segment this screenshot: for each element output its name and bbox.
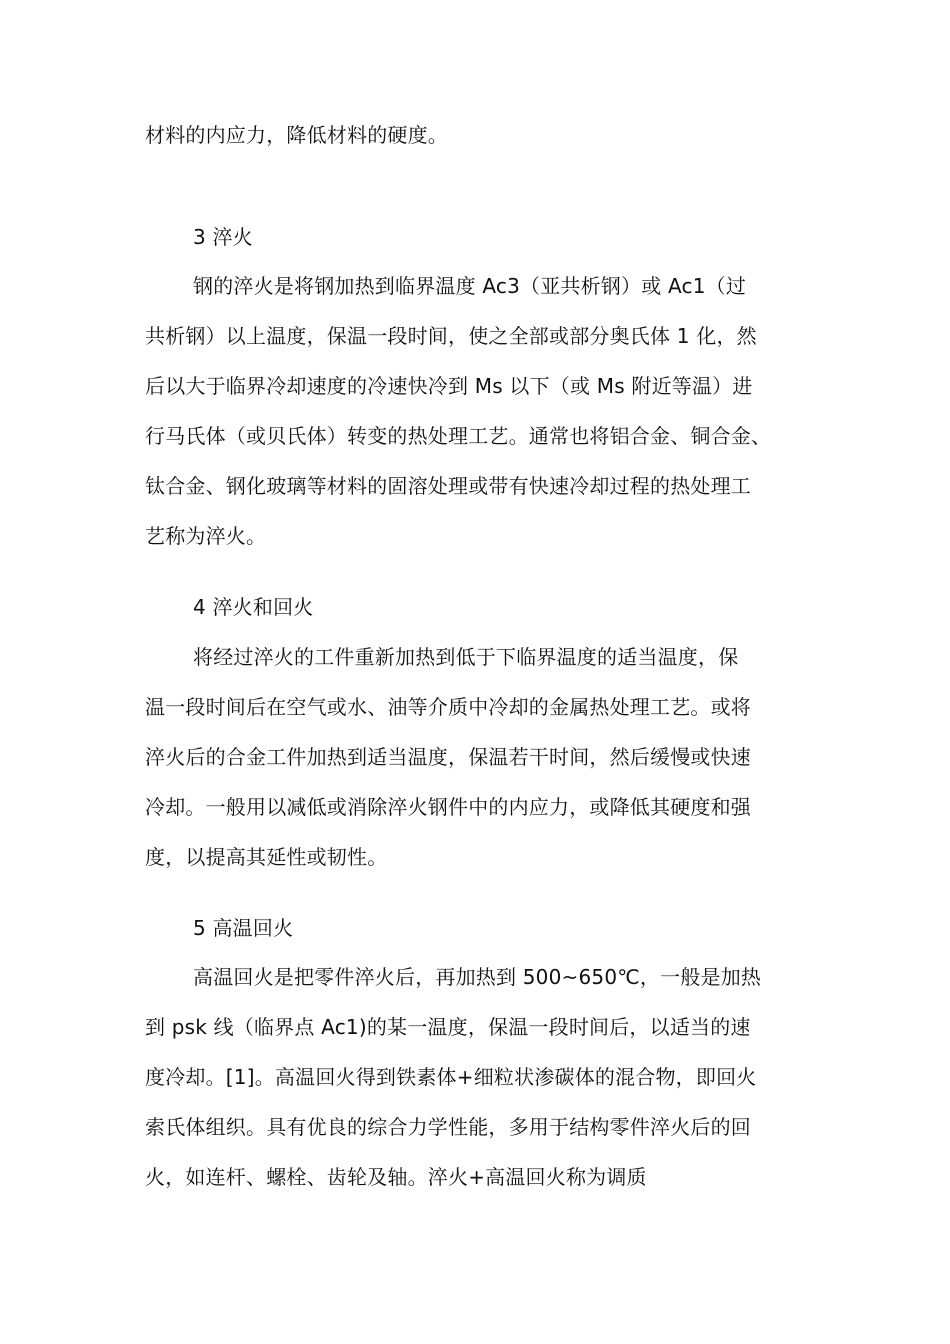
section-4-line-1: 将经过淬火的工件重新加热到低于下临界温度的适当温度，保	[193, 645, 739, 669]
section-5-line-2: 到 psk 线（临界点 Ac1)的某一温度，保温一段时间后，以适当的速	[145, 1015, 751, 1039]
section-3-line-6: 艺称为淬火。	[145, 524, 267, 548]
section-4-line-2: 温一段时间后在空气或水、油等介质中冷却的金属热处理工艺。或将	[145, 695, 751, 719]
section-5-line-1: 高温回火是把零件淬火后，再加热到 500~650℃，一般是加热	[193, 965, 762, 989]
intro-tail-text: 材料的内应力，降低材料的硬度。	[145, 123, 448, 147]
section-3-line-3: 后以大于临界冷却速度的冷速快冷到 Ms 以下（或 Ms 附近等温）进	[145, 374, 753, 398]
section-4-line-3: 淬火后的合金工件加热到适当温度，保温若干时间，然后缓慢或快速	[145, 745, 751, 769]
section-5-line-4: 索氏体组织。具有优良的综合力学性能，多用于结构零件淬火后的回	[145, 1115, 751, 1139]
section-5-line-3: 度冷却。[1]。高温回火得到铁素体+细粒状渗碳体的混合物，即回火	[145, 1065, 757, 1089]
section-4-line-4: 冷却。一般用以减低或消除淬火钢件中的内应力，或降低其硬度和强	[145, 795, 751, 819]
section-5-heading: 5 高温回火	[193, 916, 294, 940]
section-4-heading: 4 淬火和回火	[193, 595, 314, 619]
section-4-line-5: 度，以提高其延性或韧性。	[145, 845, 388, 869]
section-3-line-2: 共析钢）以上温度，保温一段时间，使之全部或部分奥氏体 1 化，然	[145, 324, 757, 348]
section-3-line-5: 钛合金、钢化玻璃等材料的固溶处理或带有快速冷却过程的热处理工	[145, 474, 751, 498]
section-3-heading: 3 淬火	[193, 225, 253, 249]
section-3-line-4: 行马氏体（或贝氏体）转变的热处理工艺。通常也将铝合金、铜合金、	[145, 424, 772, 448]
section-3-line-1: 钢的淬火是将钢加热到临界温度 Ac3（亚共析钢）或 Ac1（过	[193, 274, 747, 298]
section-5-line-5: 火，如连杆、螺栓、齿轮及轴。淬火+高温回火称为调质	[145, 1165, 647, 1189]
